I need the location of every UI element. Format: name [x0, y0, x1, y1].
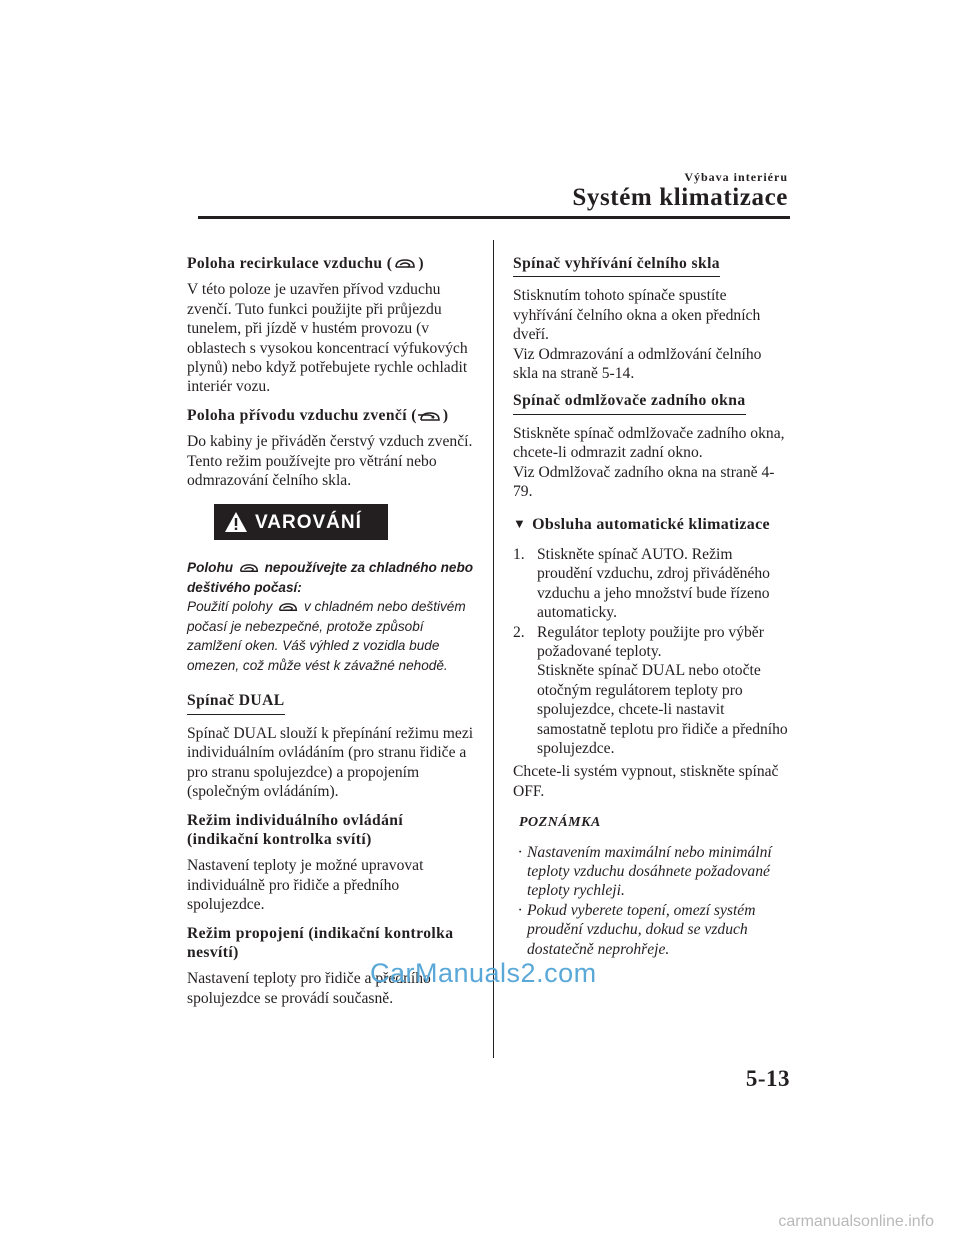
list-item: 1. Stiskněte spínač AUTO. Režim proudění vzduchu, zdroj přiváděného vzduchu a jeho množství bude řízeno automaticky. [513, 545, 770, 622]
individual-mode-text: Nastavení teploty je možné upravovat individuálně pro řidiče a předního spolujezdce. [187, 857, 424, 914]
down-triangle-icon: ▼ [513, 516, 527, 532]
left-column [187, 254, 477, 1017]
page-number: 5-13 [745, 1066, 790, 1091]
rear-defogger-text: Stiskněte spínač odmlžovače zadního okna, chcete-li odmrazit zadní okno. Viz Odmlžovač zadního okna na straně 4-79. [513, 424, 785, 501]
dual-heading: Spínač DUAL [187, 691, 285, 714]
dual-text: Spínač DUAL slouží k přepínání režimu mezi individuálním ovládáním (pro stranu řidiče a pro stranu spolujezdce) a propojením (společným ovládáním). [187, 724, 474, 801]
fresh-air-icon [417, 409, 443, 423]
recirculation-icon [237, 562, 261, 575]
note-list [513, 843, 788, 959]
fresh-air-heading: Poloha přívodu vzduchu zvenčí ( ) [187, 406, 449, 424]
recirculation-icon [276, 601, 300, 614]
link-mode-heading: Režim propojení (indikační kontrolka nesvítí) [187, 924, 454, 961]
individual-mode-heading: Režim individuálního ovládání (indikační kontrolka svítí) [187, 811, 404, 848]
note-title: POZNÁMKA [519, 815, 601, 831]
list-item: · Nastavením maximální nebo minimální teploty vzduchu dosáhnete požadované teploty rychleji. [513, 843, 788, 901]
section-label: Výbava interiéru [684, 170, 788, 184]
link-mode-text: Nastavení teploty pro řidiče a předního spolujezdce se provádí současně. [187, 970, 431, 1007]
watermark: CarManuals2.com [370, 958, 597, 988]
bullet-icon: · [518, 901, 522, 919]
bullet-icon: · [518, 843, 522, 861]
steps-list [513, 545, 788, 758]
auto-climate-heading: ▼ Obsluha automatické klimatizace [513, 516, 770, 534]
windshield-text: Stisknutím tohoto spínače spustíte vyhřívání čelního okna a oken předních dveří. Viz Odmrazování a odmlžování čelního skla na straně 5-14. [513, 287, 762, 383]
page-title: Systém klimatizace [572, 184, 788, 211]
list-item: 2. Regulátor teploty použijte pro výběr požadované teploty. Stiskněte spínač DUAL nebo otočte otočným regulátorem teploty pro spolujezdce, chcete-li nastavit samostatně teplotu pro řidiče a předního spolujezdce. [513, 623, 788, 757]
rear-defogger-heading: Spínač odmlžovače zadního okna [513, 391, 746, 414]
recirculation-text: V této poloze je uzavřen přívod vzduchu zvenčí. Tuto funkci použijte při průjezdu tunelem, při jízdě v hustém provozu (v oblastech s vysokou koncentrací výfukových plynů) nebo když potřebujete rychle ochladit interiér vozu. [187, 281, 468, 396]
warning-label: VAROVÁNÍ [255, 511, 362, 533]
windshield-heading: Spínač vyhřívání čelního skla [513, 254, 720, 277]
list-item: · Pokud vyberete topení, omezí systém proudění vzduchu, dokud se vzduch dostatečně neprohřeje. [513, 901, 788, 959]
recirculation-icon [392, 257, 418, 271]
warning-title: Polohu nepoužívejte za chladného nebo deštivého počasí: [187, 560, 474, 595]
off-text: Chcete-li systém vypnout, stiskněte spínač OFF. [513, 763, 779, 800]
right-column [513, 254, 788, 959]
footer-watermark: carmanualsonline.info [778, 1213, 934, 1230]
warning-body [187, 558, 477, 675]
warning-text: Použití polohy v chladném nebo deštivém počasí je nebezpečné, protože způsobí zamlžení oken. Váš výhled z vozidla bude omezen, což může vést k závažné nehodě. [187, 599, 466, 673]
fresh-air-text: Do kabiny je přiváděn čerstvý vzduch zvenčí. Tento režim používejte pro větrání nebo odmrazování čelního skla. [187, 433, 473, 490]
header-rule [198, 216, 790, 219]
warning-banner [214, 504, 388, 540]
recirculation-heading: Poloha recirkulace vzduchu ( ) [187, 255, 424, 272]
warning-triangle-icon [224, 511, 248, 533]
column-divider [493, 240, 494, 1058]
